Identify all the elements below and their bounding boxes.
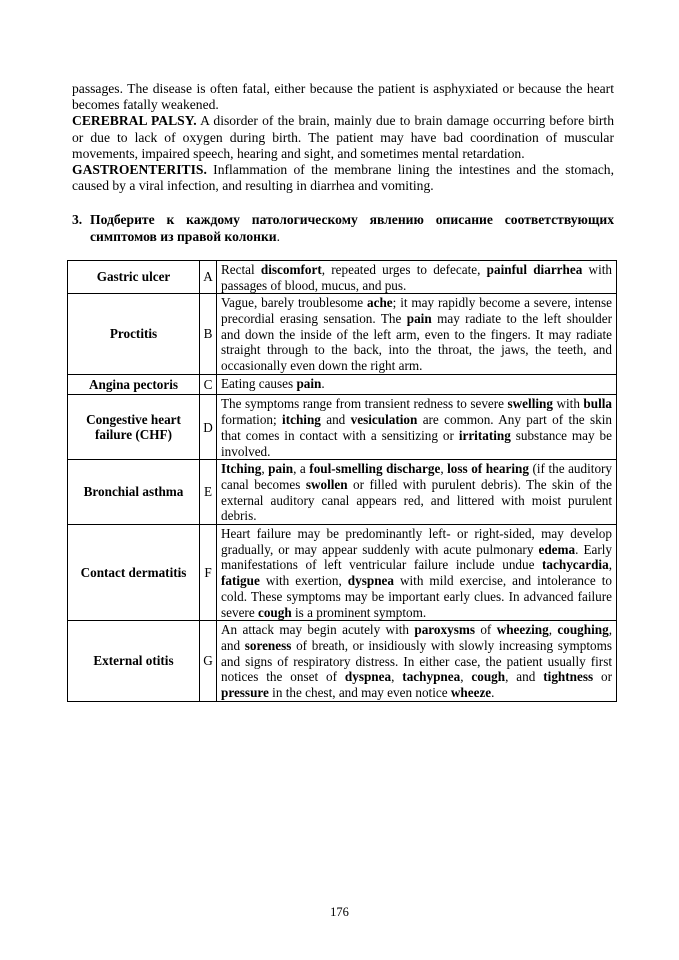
description-text: , — [460, 669, 472, 685]
condition-cell: Proctitis — [68, 294, 200, 375]
symptom-keyword: pressure — [221, 685, 269, 701]
page-content — [72, 81, 614, 702]
condition-cell: Bronchial asthma — [68, 460, 200, 525]
description-text: are common. Any part of the skin that comes in contact with a sensitizing or — [221, 412, 612, 443]
description-text: with exertion, — [259, 573, 348, 589]
description-text: with — [552, 396, 584, 412]
letter-cell: B — [200, 294, 217, 375]
table-row — [68, 374, 617, 395]
letter-cell: F — [200, 525, 217, 621]
letter-cell: D — [200, 395, 217, 460]
symptom-keyword: swelling — [507, 396, 553, 412]
description-text: with mild exercise, and intolerance to cold. These symptoms may be important early clues. In advanced failure severe — [221, 573, 612, 620]
description-text: with passages of blood, mucus, and pus. — [221, 261, 612, 293]
symptom-keyword: ache — [367, 295, 393, 311]
description-cell — [217, 460, 617, 525]
symptom-keyword: Itching — [221, 461, 262, 477]
table-row — [68, 260, 617, 293]
description-text: , — [548, 622, 558, 638]
condition-cell: Gastric ulcer — [68, 260, 200, 293]
symptom-keyword: soreness — [244, 638, 292, 653]
description-text: The symptoms range from transient redness to severe — [221, 396, 508, 412]
symptom-keyword: vesiculation — [350, 412, 418, 428]
matching-table — [67, 260, 617, 702]
description-text: and — [320, 412, 351, 428]
cerebral-palsy-term: CEREBRAL PALSY. — [72, 113, 197, 129]
symptom-keyword: bulla — [583, 396, 613, 412]
description-text: . — [321, 375, 325, 391]
gastroenteritis-entry — [72, 162, 614, 194]
symptom-keyword: paroxysms — [414, 622, 475, 638]
task-period: . — [276, 228, 281, 244]
symptom-keyword: tachypnea — [402, 669, 461, 685]
description-text: . — [491, 685, 495, 701]
gastroenteritis-definition: Inflammation of the membrane lining the intestines and the stomach, caused by a viral infection, and resulting in diarrhea and vomiting. — [72, 162, 614, 194]
task-instruction — [90, 212, 614, 244]
letter-cell: G — [200, 621, 217, 702]
description-cell — [217, 374, 617, 395]
description-text: An attack may begin acutely with — [221, 622, 415, 638]
condition-cell: Contact dermatitis — [68, 525, 200, 621]
table-row — [68, 294, 617, 375]
symptom-keyword: wheeze — [450, 685, 492, 701]
symptom-keyword: tachycardia — [542, 557, 609, 573]
condition-cell: External otitis — [68, 621, 200, 702]
gastroenteritis-term: GASTROENTERITIS. — [72, 162, 207, 178]
description-text: of breath, or insidiously with slowly increasing symptoms and signs of respiratory distress. In either case, the patient usually first notices the onset of — [221, 638, 613, 685]
symptom-keyword: dyspnea — [344, 669, 392, 685]
description-text: , and — [221, 622, 612, 653]
letter-cell: C — [200, 374, 217, 395]
description-text: or filled with purulent debris). The skin of the external auditory canal appears red, and littered with moist purulent debris. — [221, 476, 612, 524]
description-text: in the chest, and may even notice — [268, 685, 451, 701]
symptom-keyword: loss of hearing — [447, 461, 529, 477]
description-text: , — [440, 461, 448, 477]
letter-cell: A — [200, 260, 217, 293]
table-row — [68, 460, 617, 525]
description-text: , a — [293, 461, 310, 477]
description-text: . Early manifestations of left ventricular failure include undue — [221, 541, 612, 573]
cerebral-palsy-definition: A disorder of the brain, mainly due to brain damage occurring before birth or due to lack of oxygen during birth. The patient may have bad coordination of muscular movements, impaired speech, hearing and sight, and sometimes mental retardation. — [72, 113, 614, 161]
symptom-keyword: foul-smelling discharge — [309, 461, 441, 477]
symptom-keyword: irritating — [458, 427, 511, 443]
description-text: , and — [505, 669, 544, 685]
description-cell — [217, 260, 617, 293]
symptom-keyword: cough — [257, 604, 292, 620]
description-cell — [217, 621, 617, 702]
symptom-keyword: itching — [282, 412, 321, 428]
description-text: Rectal — [221, 261, 261, 277]
condition-cell: Angina pectoris — [68, 374, 200, 395]
symptom-keyword: tightness — [543, 669, 594, 685]
symptom-keyword: pain — [406, 310, 432, 326]
symptom-keyword: dyspnea — [347, 573, 394, 589]
description-text: formation; — [221, 412, 283, 428]
description-text: Heart failure may be predominantly left- or right-sided, may develop gradually, or may appear suddenly with acute pulmonary — [221, 526, 612, 557]
passage-continuation: passages. The disease is often fatal, either because the patient is asphyxiated or because the heart becomes fatally weakened. — [72, 81, 614, 113]
symptom-keyword: pain — [268, 461, 294, 477]
table-row — [68, 525, 617, 621]
condition-cell: Congestive heart failure (CHF) — [68, 395, 200, 460]
symptom-keyword: swollen — [305, 476, 348, 492]
symptom-keyword: cough — [471, 669, 506, 685]
description-text: substance may be involved. — [221, 427, 612, 459]
description-text: , — [391, 669, 403, 685]
description-text: Vague, barely troublesome — [221, 295, 368, 311]
symptom-keyword: discomfort — [260, 261, 322, 277]
symptom-keyword: painful diarrhea — [486, 261, 583, 277]
description-text: , repeated urges to defecate, — [321, 261, 487, 277]
description-text: , — [608, 557, 612, 573]
table-row — [68, 395, 617, 460]
task-heading — [72, 212, 614, 244]
description-text: of — [474, 622, 497, 638]
description-text: or — [593, 669, 612, 685]
page-number: 176 — [330, 905, 349, 919]
letter-cell: E — [200, 460, 217, 525]
description-cell — [217, 294, 617, 375]
cerebral-palsy-entry — [72, 113, 614, 162]
symptom-keyword: wheezing — [496, 622, 549, 638]
description-text: ; it may rapidly become a severe, intense precordial erasing sensation. The — [221, 295, 612, 326]
symptom-keyword: coughing — [557, 622, 609, 638]
symptom-keyword: pain — [296, 375, 322, 391]
description-text: Eating causes — [221, 375, 297, 391]
table-row — [68, 621, 617, 702]
task-number: 3. — [72, 212, 83, 228]
description-cell — [217, 525, 617, 621]
description-text: may radiate to the left shoulder and down the inside of the left arm, even to the fingers. It may radiate straight through to the back, into the throat, the jaws, the teeth, and occasionally even down the right arm. — [221, 310, 612, 374]
description-text: is a prominent symptom. — [291, 604, 427, 620]
task-instruction-text: Подберите к каждому патологическому явлению описание соответствующих симптомов из правой колонки — [90, 212, 614, 244]
symptom-keyword: fatigue — [221, 573, 260, 589]
symptom-keyword: edema — [538, 541, 576, 557]
description-text: , — [261, 461, 269, 477]
description-cell — [217, 395, 617, 460]
description-text: (if the auditory canal becomes — [221, 461, 613, 492]
